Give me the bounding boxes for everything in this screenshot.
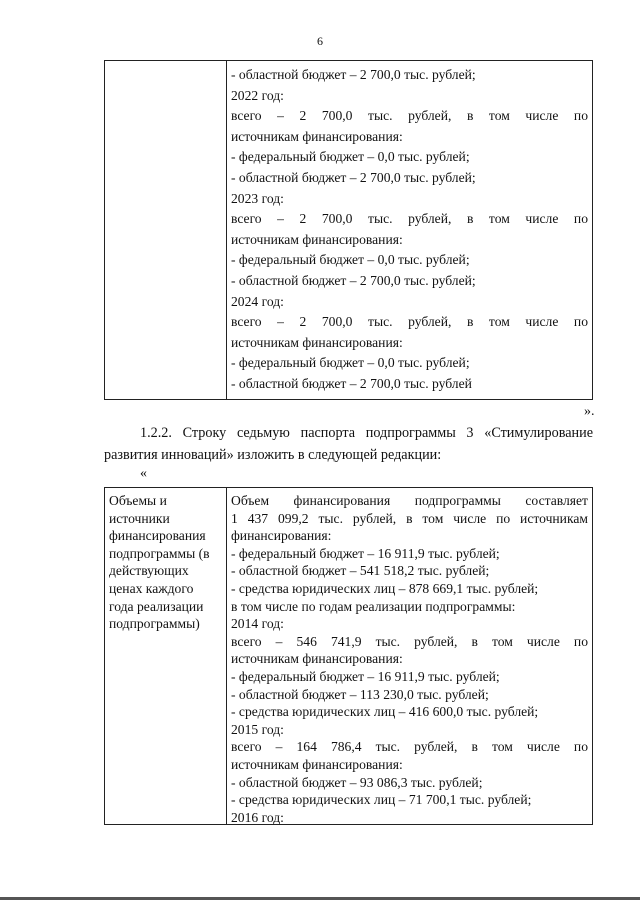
financing-line: источникам финансирования:	[231, 651, 403, 667]
budget-line: всего – 2 700,0 тыс. рублей, в том числе по	[231, 314, 588, 330]
budget-line: источникам финансирования:	[231, 231, 403, 247]
financing-line: - областной бюджет – 113 230,0 тыс. рублей;	[231, 686, 489, 702]
paragraph-line: 1.2.2. Строку седьмую паспорта подпрограммы 3 «Стимулирование	[140, 425, 593, 441]
financing-line: 1 437 099,2 тыс. рублей, в том числе по источникам	[231, 510, 588, 526]
budget-line: 2022 год:	[231, 87, 284, 103]
financing-table	[104, 487, 593, 825]
table-content-cell	[227, 488, 592, 824]
financing-line: в том числе по годам реализации подпрограммы:	[231, 598, 516, 614]
financing-line: - областной бюджет – 541 518,2 тыс. рублей;	[231, 563, 490, 579]
paragraph-line: развития инноваций» изложить в следующей редакции:	[104, 447, 442, 463]
financing-line: Объем финансирования подпрограммы составляет	[231, 493, 588, 508]
page-bottom-rule	[0, 897, 640, 900]
budget-line: - федеральный бюджет – 0,0 тыс. рублей;	[231, 149, 470, 165]
budget-line: - федеральный бюджет – 0,0 тыс. рублей;	[231, 355, 470, 371]
budget-line: источникам финансирования:	[231, 128, 403, 144]
row-header-line: финансирования	[109, 528, 206, 544]
financing-line: - средства юридических лиц – 878 669,1 тыс. рублей;	[231, 580, 539, 596]
budget-line: - областной бюджет – 2 700,0 тыс. рублей;	[231, 67, 476, 82]
budget-line: 2024 год:	[231, 293, 284, 309]
financing-line: источникам финансирования:	[231, 756, 403, 772]
budget-line: - федеральный бюджет – 0,0 тыс. рублей;	[231, 252, 470, 268]
page-number: 6	[317, 34, 323, 48]
financing-line: - областной бюджет – 93 086,3 тыс. рублей;	[231, 774, 483, 790]
budget-line: - областной бюджет – 2 700,0 тыс. рублей	[231, 375, 472, 391]
financing-line: - средства юридических лиц – 71 700,1 тыс. рублей;	[231, 792, 532, 808]
financing-line: 2015 год:	[231, 721, 284, 737]
budget-line: источникам финансирования:	[231, 334, 403, 350]
budget-line: 2023 год:	[231, 190, 284, 206]
table-right-cell	[227, 61, 592, 399]
financing-line: - средства юридических лиц – 416 600,0 тыс. рублей;	[231, 704, 539, 720]
table-row-header-cell	[105, 488, 227, 824]
row-header-line: года реализации	[109, 598, 204, 614]
financing-line: всего – 546 741,9 тыс. рублей, в том числе по	[231, 633, 588, 649]
financing-line: 2016 год:	[231, 809, 284, 824]
opening-quote: «	[140, 466, 147, 481]
row-header-line: подпрограммы (в	[109, 545, 210, 561]
amendment-paragraph	[104, 422, 593, 466]
budget-line: всего – 2 700,0 тыс. рублей, в том числе по	[231, 211, 588, 227]
financing-line: всего – 164 786,4 тыс. рублей, в том числе по	[231, 739, 588, 755]
row-header-line: источники	[109, 510, 170, 526]
closing-quote: ».	[584, 404, 595, 419]
table-left-cell	[105, 61, 227, 399]
budget-line: - областной бюджет – 2 700,0 тыс. рублей;	[231, 272, 476, 288]
row-header-line: ценах каждого	[109, 580, 194, 596]
row-header-line: действующих	[109, 563, 189, 579]
budget-line: - областной бюджет – 2 700,0 тыс. рублей;	[231, 169, 476, 185]
budget-table-continued	[104, 60, 593, 400]
budget-line: всего – 2 700,0 тыс. рублей, в том числе по	[231, 108, 588, 124]
financing-line: финансирования:	[231, 528, 332, 544]
row-header-line: Объемы и	[109, 493, 167, 508]
row-header-line: подпрограммы)	[109, 616, 200, 632]
financing-line: 2014 год:	[231, 616, 284, 632]
financing-line: - федеральный бюджет – 16 911,9 тыс. рублей;	[231, 668, 500, 684]
financing-line: - федеральный бюджет – 16 911,9 тыс. рублей;	[231, 545, 500, 561]
